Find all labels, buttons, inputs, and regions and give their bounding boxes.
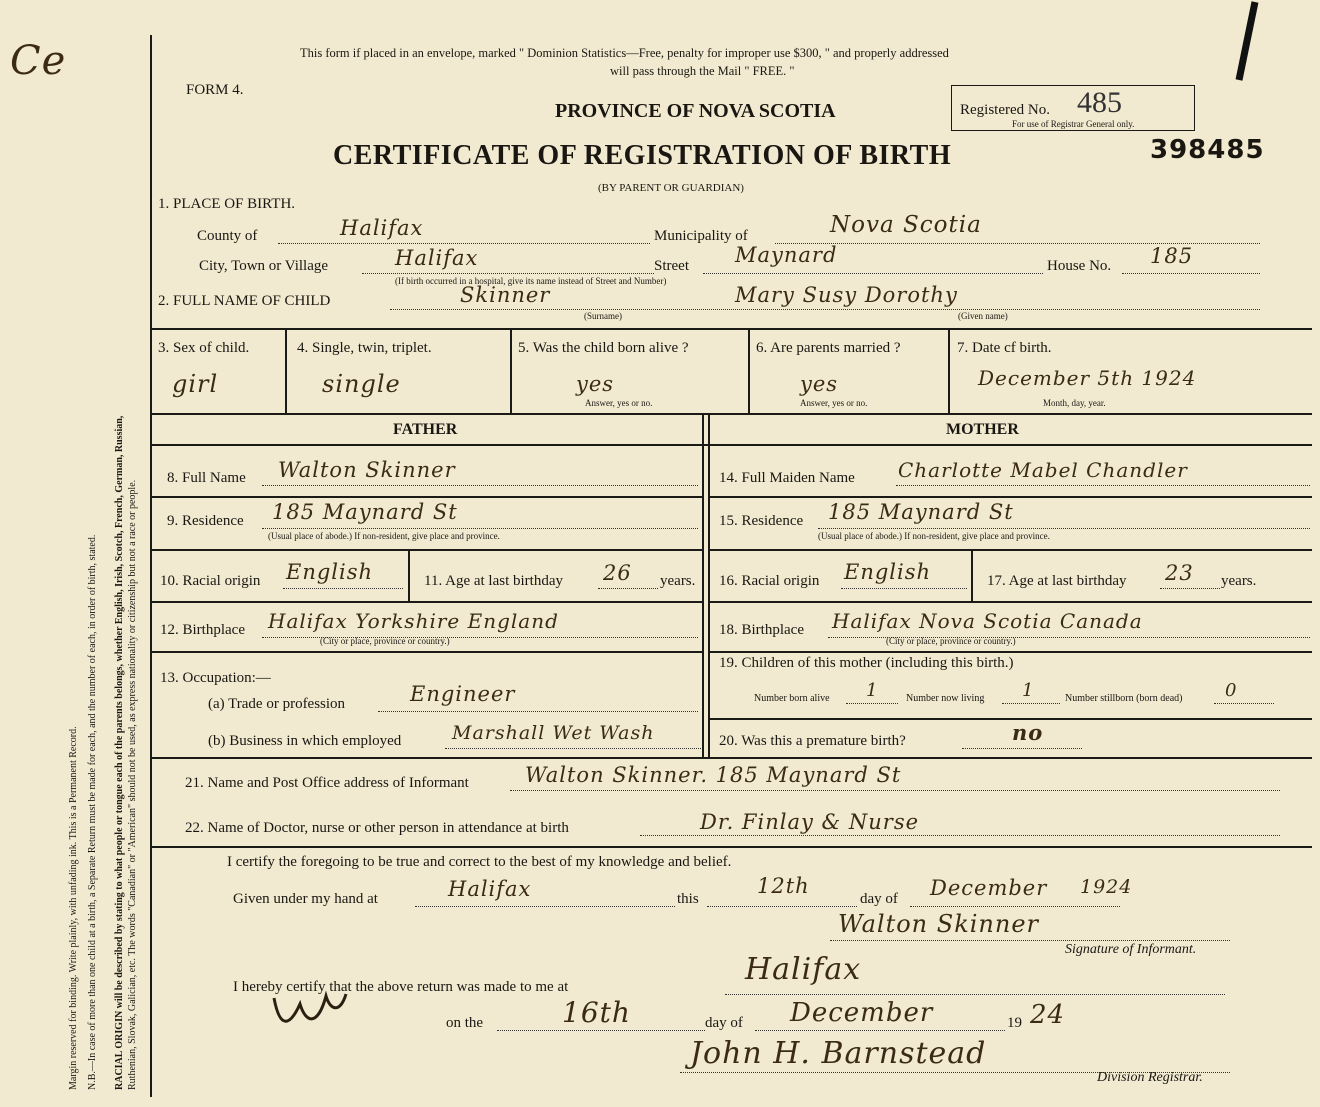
tick-mark bbox=[1225, 0, 1265, 90]
mother-birth-note: (City or place, province or country.) bbox=[886, 636, 1016, 646]
city-value: Halifax bbox=[395, 246, 479, 270]
certify-text: I certify the foregoing to be true and correct to the best of my knowledge and belief. bbox=[227, 854, 732, 870]
premature-value: no bbox=[1012, 720, 1044, 745]
informant-value: Walton Skinner. 185 Maynard St bbox=[525, 763, 902, 787]
married-label: 6. Are parents married ? bbox=[756, 340, 901, 356]
father-years: years. bbox=[660, 573, 696, 589]
registrar-year-prefix: 19 bbox=[1007, 1015, 1022, 1031]
father-res: 185 Maynard St bbox=[272, 500, 458, 524]
col-6-7 bbox=[948, 330, 950, 414]
father-birth-label: 12. Birthplace bbox=[160, 622, 245, 638]
given-place-line bbox=[415, 906, 675, 907]
mother-res-label: 15. Residence bbox=[719, 513, 804, 529]
father-business-label: (b) Business in which employed bbox=[208, 733, 402, 749]
rule-m5 bbox=[709, 718, 1312, 720]
registrar-on-label: on the bbox=[446, 1015, 484, 1031]
parents-divider-b bbox=[708, 415, 710, 757]
mother-name-label: 14. Full Maiden Name bbox=[719, 470, 855, 486]
child-given-name: Mary Susy Dorothy bbox=[735, 283, 958, 307]
handwriting-flourish bbox=[270, 990, 350, 1030]
registrar-text: I hereby certify that the above return was made to me at bbox=[233, 979, 569, 995]
stillborn-label: Number stillborn (born dead) bbox=[1065, 693, 1183, 704]
alive-value: yes bbox=[576, 372, 615, 396]
stillborn-line bbox=[1214, 703, 1274, 704]
mother-race-line bbox=[841, 588, 967, 589]
county-label: County of bbox=[197, 228, 258, 244]
municipality-label: Municipality of bbox=[654, 228, 748, 244]
rule-f3 bbox=[150, 601, 702, 603]
col-race-age-m bbox=[971, 551, 973, 601]
rule-m2 bbox=[709, 549, 1312, 551]
born-alive-line bbox=[846, 703, 898, 704]
doctor-label: 22. Name of Doctor, nurse or other person in attendance at birth bbox=[185, 820, 569, 836]
house-value: 185 bbox=[1150, 244, 1194, 268]
registered-label: Registered No. bbox=[960, 102, 1050, 118]
registrar-place-line bbox=[725, 994, 1225, 995]
father-res-line bbox=[262, 528, 698, 529]
mother-res: 185 Maynard St bbox=[828, 500, 1014, 524]
father-race: English bbox=[286, 560, 374, 584]
born-alive: 1 bbox=[866, 680, 879, 701]
rule-f4 bbox=[150, 651, 702, 653]
sex-label: 3. Sex of child. bbox=[158, 340, 250, 356]
mother-birth: Halifax Nova Scotia Canada bbox=[832, 609, 1143, 633]
given-note: (Given name) bbox=[958, 311, 1008, 321]
father-age-label: 11. Age at last birthday bbox=[424, 573, 563, 589]
mother-years: years. bbox=[1221, 573, 1257, 589]
alive-note: Answer, yes or no. bbox=[585, 398, 653, 408]
surname-note: (Surname) bbox=[584, 311, 622, 321]
registered-value: 485 bbox=[1077, 86, 1122, 119]
mother-res-note: (Usual place of abode.) If non-resident, give place and province. bbox=[818, 531, 1050, 541]
form-left-border bbox=[150, 35, 152, 1097]
date-value: December 5th 1924 bbox=[978, 366, 1197, 390]
mother-name-line bbox=[896, 485, 1310, 486]
margin-note-4: Ruthenian, Slovak, Galician, etc. The words "Canadian" or "American" should not be used, as express nationality or citizenship but not a race or people. bbox=[127, 479, 138, 1090]
registrar-month: December bbox=[790, 998, 934, 1028]
mother-name: Charlotte Mabel Chandler bbox=[898, 458, 1188, 482]
mother-birth-label: 18. Birthplace bbox=[719, 622, 804, 638]
street-line bbox=[703, 273, 1043, 274]
multiple-label: 4. Single, twin, triplet. bbox=[297, 340, 432, 356]
city-line bbox=[362, 273, 654, 274]
rule-parents-bottom bbox=[150, 757, 1312, 759]
child-name-label: 2. FULL NAME OF CHILD bbox=[158, 293, 331, 309]
street-label: Street bbox=[654, 258, 689, 274]
father-trade: Engineer bbox=[410, 682, 516, 706]
informant-line bbox=[510, 790, 1280, 791]
col-race-age-f bbox=[408, 551, 410, 601]
registrar-day-line bbox=[497, 1030, 705, 1031]
date-label: 7. Date cf birth. bbox=[957, 340, 1052, 356]
registrar-dayof-label: day of bbox=[705, 1015, 743, 1031]
date-note: Month, day, year. bbox=[1043, 398, 1106, 408]
registrar-month-line bbox=[755, 1030, 1005, 1031]
father-heading: FATHER bbox=[393, 421, 458, 438]
margin-note-3: RACIAL ORIGIN will be described by stating to what people or tongue each of the parents belongs, whether English, Irish, Scotch, French, German, Russian, bbox=[114, 415, 125, 1090]
margin-note-1: Margin reserved for binding. Write plainly, with unfading ink. This is a Permanent Record. bbox=[68, 726, 79, 1090]
certificate-title: CERTIFICATE OF REGISTRATION OF BIRTH bbox=[333, 140, 952, 171]
born-alive-label: Number born alive bbox=[754, 693, 830, 704]
mother-race: English bbox=[844, 560, 932, 584]
signature-line bbox=[830, 940, 1230, 941]
now-living: 1 bbox=[1022, 680, 1035, 701]
postal-notice-2: will pass through the Mail " FREE. " bbox=[610, 64, 795, 78]
stamp-number: 398485 bbox=[1150, 135, 1265, 165]
county-line bbox=[278, 243, 650, 244]
rule-certify-top bbox=[150, 846, 1312, 848]
now-living-line bbox=[1002, 703, 1060, 704]
children-label: 19. Children of this mother (including this birth.) bbox=[719, 655, 1014, 671]
given-month-line bbox=[910, 906, 1120, 907]
given-day: 12th bbox=[757, 874, 810, 898]
mother-race-label: 16. Racial origin bbox=[719, 573, 820, 589]
father-trade-label: (a) Trade or profession bbox=[208, 696, 346, 712]
house-line bbox=[1122, 273, 1260, 274]
registrar-year: 24 bbox=[1030, 1000, 1066, 1030]
registrar-day: 16th bbox=[562, 996, 631, 1029]
mother-age-label: 17. Age at last birthday bbox=[987, 573, 1127, 589]
mother-age: 23 bbox=[1165, 561, 1194, 585]
margin-note-2: N.B.—In case of more than one child at a birth, a Separate Return must be made for each, and the number of each, in order of birth, stated. bbox=[87, 534, 98, 1090]
form-number: FORM 4. bbox=[186, 82, 244, 98]
given-month: December bbox=[930, 876, 1048, 900]
father-business-line bbox=[445, 748, 701, 749]
dayof-label: day of bbox=[860, 891, 898, 907]
registrar-place: Halifax bbox=[745, 952, 862, 987]
rule-row3-top bbox=[150, 328, 1312, 330]
province-title: PROVINCE OF NOVA SCOTIA bbox=[555, 100, 836, 122]
col-4-5 bbox=[510, 330, 512, 414]
sex-value: girl bbox=[172, 370, 219, 398]
registrar-label: Division Registrar. bbox=[1097, 1070, 1203, 1085]
premature-line bbox=[962, 748, 1082, 749]
this-label: this bbox=[677, 891, 699, 907]
rule-m4 bbox=[709, 651, 1312, 653]
father-race-label: 10. Racial origin bbox=[160, 573, 261, 589]
given-year: 1924 bbox=[1080, 876, 1133, 898]
now-living-label: Number now living bbox=[906, 693, 985, 704]
signature-label: Signature of Informant. bbox=[1065, 942, 1197, 957]
rule-f1 bbox=[150, 496, 702, 498]
mother-age-line bbox=[1160, 588, 1220, 589]
street-value: Maynard bbox=[735, 243, 838, 267]
father-age-line bbox=[598, 588, 658, 589]
rule-heading-bottom bbox=[150, 444, 1312, 446]
stillborn: 0 bbox=[1225, 680, 1238, 701]
father-birth: Halifax Yorkshire England bbox=[268, 609, 559, 633]
informant-signature: Walton Skinner bbox=[838, 910, 1039, 938]
father-trade-line bbox=[378, 711, 698, 712]
given-day-line bbox=[707, 906, 857, 907]
postal-notice-1: This form if placed in an envelope, marked " Dominion Statistics—Free, penalty for improper use $300, " and properly addressed bbox=[300, 46, 949, 60]
certificate-subtitle: (BY PARENT OR GUARDIAN) bbox=[598, 182, 744, 194]
married-value: yes bbox=[800, 372, 839, 396]
place-heading: 1. PLACE OF BIRTH. bbox=[158, 196, 296, 212]
alive-label: 5. Was the child born alive ? bbox=[518, 340, 689, 356]
informant-label: 21. Name and Post Office address of Informant bbox=[185, 775, 469, 791]
father-business: Marshall Wet Wash bbox=[452, 722, 655, 744]
father-race-line bbox=[283, 588, 403, 589]
father-name-line bbox=[262, 485, 698, 486]
father-name-label: 8. Full Name bbox=[167, 470, 246, 486]
father-birth-note: (City or place, province or country.) bbox=[320, 636, 450, 646]
father-occupation-label: 13. Occupation:— bbox=[160, 670, 271, 686]
registered-box bbox=[951, 85, 1195, 131]
county-value: Halifax bbox=[340, 216, 424, 240]
child-surname: Skinner bbox=[460, 283, 551, 307]
mother-res-line bbox=[818, 528, 1310, 529]
col-3-4 bbox=[285, 330, 287, 414]
registrar-note: For use of Registrar General only. bbox=[1012, 119, 1135, 129]
father-age: 26 bbox=[603, 561, 632, 585]
house-label: House No. bbox=[1047, 258, 1112, 274]
child-name-line bbox=[390, 309, 1260, 310]
multiple-value: single bbox=[322, 370, 401, 398]
col-5-6 bbox=[748, 330, 750, 414]
rule-m3 bbox=[709, 601, 1312, 603]
rule-m1 bbox=[709, 496, 1312, 498]
given-place: Halifax bbox=[448, 877, 532, 901]
hospital-note: (If birth occurred in a hospital, give its name instead of Street and Number) bbox=[395, 276, 667, 286]
father-res-label: 9. Residence bbox=[167, 513, 244, 529]
doctor-value: Dr. Finlay & Nurse bbox=[700, 810, 920, 834]
municipality-value: Nova Scotia bbox=[830, 212, 982, 238]
premature-label: 20. Was this a premature birth? bbox=[719, 733, 906, 749]
married-note: Answer, yes or no. bbox=[800, 398, 868, 408]
registrar-signature: John H. Barnstead bbox=[690, 1036, 987, 1071]
mother-heading: MOTHER bbox=[946, 421, 1019, 438]
father-res-note: (Usual place of abode.) If non-resident, give place and province. bbox=[268, 531, 500, 541]
father-name: Walton Skinner bbox=[278, 458, 456, 482]
doctor-line bbox=[640, 835, 1280, 836]
given-label: Given under my hand at bbox=[233, 891, 378, 907]
rule-f2 bbox=[150, 549, 702, 551]
corner-mark: Ce bbox=[10, 38, 67, 84]
parents-divider-a bbox=[702, 415, 704, 757]
city-label: City, Town or Village bbox=[199, 258, 329, 274]
rule-row3-bottom bbox=[150, 413, 1312, 415]
